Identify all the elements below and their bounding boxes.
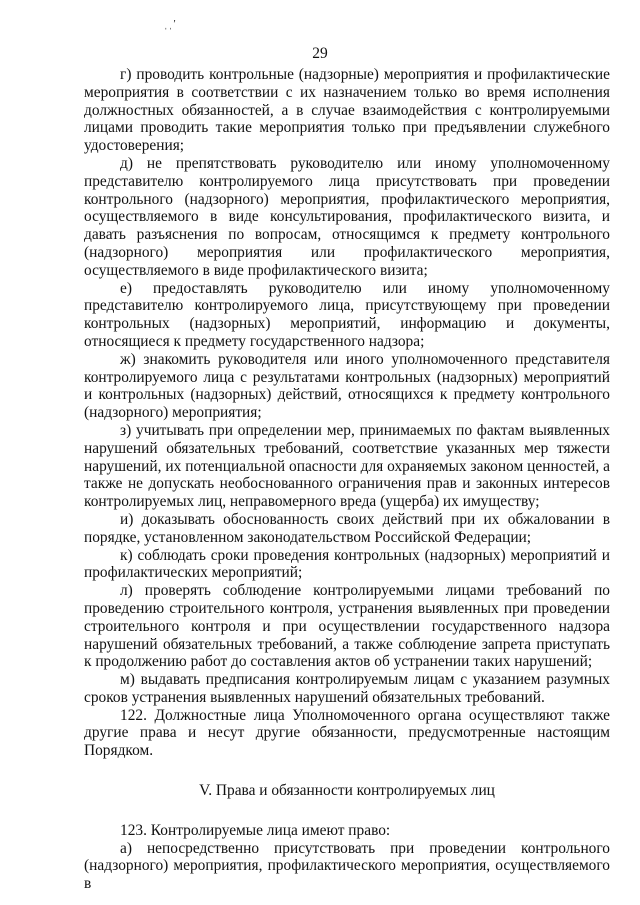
paragraph-122: 122. Должностные лица Уполномоченного органа осуществляют также другие права и несут другие обязанности, предусмотренные настоящим Порядком. (84, 706, 610, 760)
paragraph-m: м) выдавать предписания контролируемым лицам с указанием разумных сроков устранения выявленных нарушений обязательных требований. (84, 671, 610, 706)
paragraph-123: 123. Контролируемые лица имеют право: (120, 821, 391, 839)
paragraph-e: е) предоставлять руководителю или иному уполномоченному представителю контролируемого лица, присутствующему при проведении контрольных (надзорных) мероприятий, информацию и документы, относящиеся к предмету государственного надзора; (84, 279, 610, 350)
paragraph-l: л) проверять соблюдение контролируемыми лицами требований по проведению строительного контроля, устранения выявленных при проведении строительного контроля и при осуществлении государственного надзора нарушений обязательных требований, а также соблюдение запрета приступать к продолжению работ до составления актов об устранении таких нарушений; (84, 582, 610, 671)
scan-mark: ˌˌ′ (164, 18, 177, 30)
paragraph-d: д) не препятствовать руководителю или иному уполномоченному представителю контролируемого лица присутствовать при проведении контрольного (надзорного) мероприятия, профилактического мероприятия, осуществляемого в виде консультирования, профилактического визита, и давать разъяснения по вопросам, относящимся к предмету контрольного (надзорного) мероприятия или профилактического мероприятия, осуществляемого в виде профилактического визита; (84, 154, 610, 279)
paragraph-zh: ж) знакомить руководителя или иного уполномоченного представителя контролируемого лица с результатами контрольных (надзорных) мероприятий и контрольных (надзорных) действий, относящихся к предмету контрольного (надзорного) мероприятия; (84, 350, 610, 422)
paragraph-i: и) доказывать обоснованность своих действий при их обжаловании в порядке, установленном законодательством Российской Федерации; (84, 510, 610, 546)
paragraph-123-a: а) непосредственно присутствовать при проведении контрольного (надзорного) мероприятия, профилактического мероприятия, осуществляемого в (84, 839, 610, 893)
section-heading: V. Права и обязанности контролируемых лиц (199, 782, 495, 800)
paragraph-k: к) соблюдать сроки проведения контрольных (надзорных) мероприятий и профилактических мероприятий; (84, 546, 610, 582)
paragraph-g: г) проводить контрольные (надзорные) мероприятия и профилактические мероприятия в соответствии с их назначением только во время исполнения должностных обязанностей, а в случае взаимодействия с контролируемыми лицами проводить такие мероприятия только при предъявлении служебного удостоверения; (84, 66, 610, 155)
document-body (84, 66, 610, 893)
page-number: 29 (312, 45, 328, 62)
paragraph-z: з) учитывать при определении мер, принимаемых по фактам выявленных нарушений обязательных требований, соответствие указанных мер тяжести нарушений, их потенциальной опасности для охраняемых законом ценностей, а также не допускать необоснованного ограничения прав и законных интересов контролируемых лиц, неправомерного вреда (ущерба) их имуществу; (84, 421, 610, 511)
